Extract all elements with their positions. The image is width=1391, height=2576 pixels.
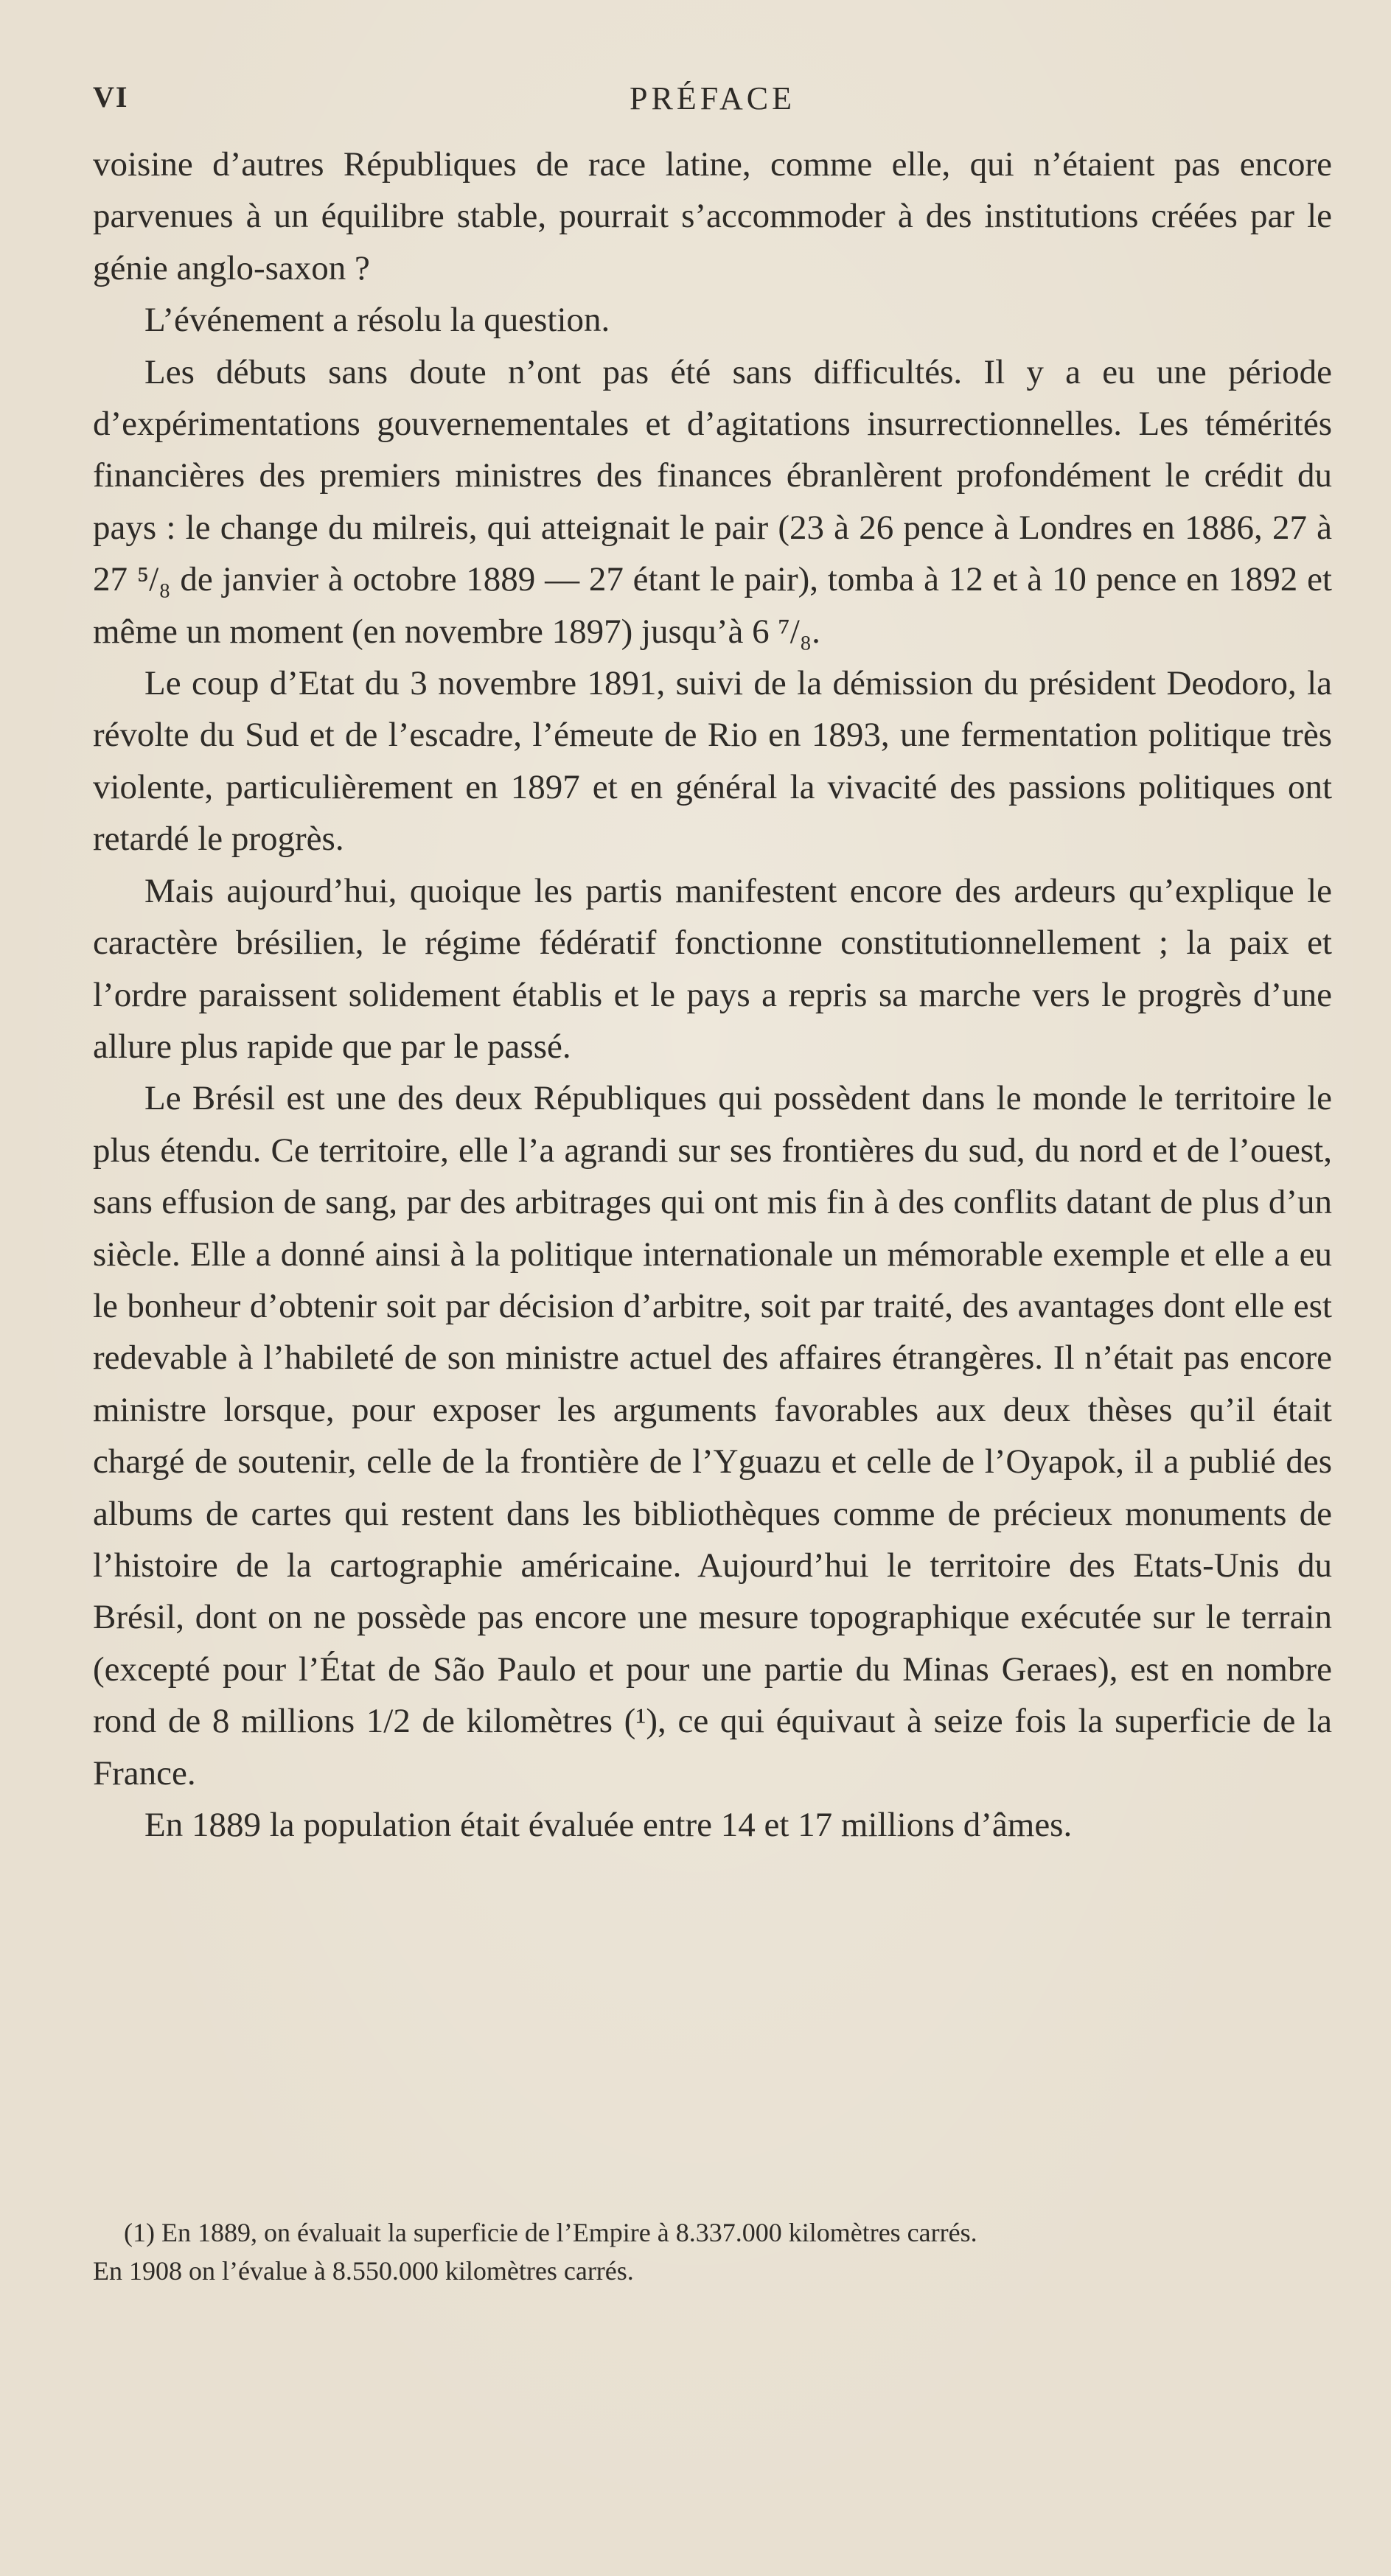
body-text: [93, 139, 1332, 1851]
page-number: VI: [93, 80, 129, 114]
running-title: PRÉFACE: [630, 80, 795, 116]
paragraph: En 1889 la population était évaluée entre 14 et 17 millions d’âmes.: [144, 1806, 1073, 1844]
paragraph-continuation: voisine d’autres Républiques de race latine, comme elle, qui n’étaient pas encore parvenues à un équilibre stable, pourrait s’accommoder à des institutions créées par le génie anglo-saxon ?: [93, 145, 1332, 287]
paragraph: Le Brésil est une des deux Républiques qui possèdent dans le monde le territoire le plus étendu. Ce territoire, elle l’a agrandi sur ses frontières du sud, du nord et de l’ouest, sans effusion de sang, par des arbitrages qui ont mis fin à des conflits datant de plus d’un siècle. Elle a donné ainsi à la politique internationale un mémorable exemple et elle a eu le bonheur d’obtenir soit par décision d’arbitre, soit par traité, des avantages dont elle est redevable à l’habileté de son ministre actuel des affaires étrangères. Il n’était pas encore ministre lorsque, pour exposer les arguments favorables aux deux thèses qu’il était chargé de soutenir, celle de la frontière de l’Yguazu et celle de l’Oyapok, il a publié des albums de cartes qui restent dans les bibliothèques comme de précieux monuments de l’histoire de la cartographie américaine. Aujourd’hui le territoire des Etats-Unis du Brésil, dont on ne possède pas encore une mesure topographique exécutée sur le terrain (excepté pour l’État de São Paulo et pour une partie du Minas Geraes), est en nombre rond de 8 millions 1/2 de kilomètres (¹), ce qui équivaut à seize fois la superficie de la France.: [93, 1079, 1332, 1793]
paragraph: Mais aujourd’hui, quoique les partis manifestent encore des ardeurs qu’explique le caractère brésilien, le régime fédératif fonctionne constitutionnellement ; la paix et l’ordre paraissent solidement établis et le pays a repris sa marche vers le progrès d’une allure plus rapide que par le passé.: [93, 871, 1332, 1066]
page-header: [93, 80, 1332, 124]
paragraph: L’événement a résolu la question.: [144, 301, 610, 340]
footnote-line: (1) En 1889, on évaluait la superficie de l’Empire à 8.337.000 kilomètres carrés.: [124, 2218, 977, 2247]
paragraph: Le coup d’Etat du 3 novembre 1891, suivi de la démission du président Deodoro, la révolte du Sud et de l’escadre, l’émeute de Rio en 1893, une fermentation politique très violente, particulièrement en 1897 et en général la vivacité des passions politiques ont retardé le progrès.: [93, 664, 1332, 859]
footnote-line: En 1908 on l’évalue à 8.550.000 kilomètres carrés.: [93, 2256, 634, 2286]
paragraph: Les débuts sans doute n’ont pas été sans difficultés. Il y a eu une période d’expérimentations gouvernementales et d’agitations insurrectionnelles. Les témérités financières des premiers ministres des finances ébranlèrent profondément le crédit du pays : le change du milreis, qui atteignait le pair (23 à 26 pence à Londres en 1886, 27 à 27 ⁵/₈ de janvier à octobre 1889 — 27 étant le pair), tomba à 12 et à 10 pence en 1892 et même un moment (en novembre 1897) jusqu’à 6 ⁷/₈.: [93, 352, 1332, 651]
footnotes: [93, 2213, 1332, 2290]
